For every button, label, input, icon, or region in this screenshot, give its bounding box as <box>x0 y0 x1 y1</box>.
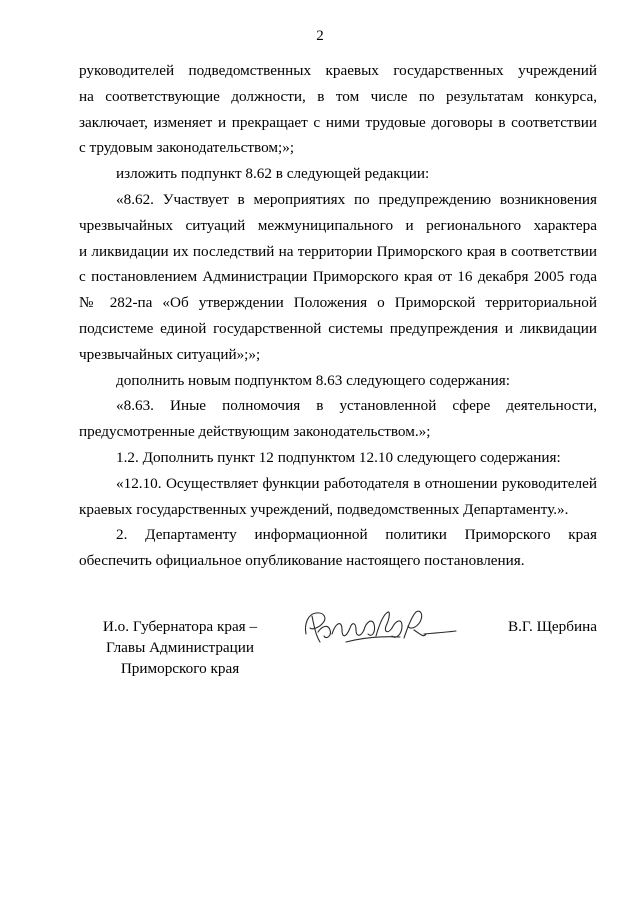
text-line: заключает, изменяет и прекращает с ними трудовые договоры в соответствии <box>79 113 597 131</box>
text-line: «12.10. Осуществляет функции работодателя в отношении руководителей <box>116 474 597 492</box>
paragraph-add-8-63 <box>79 368 597 394</box>
text-line: чрезвычайных ситуаций межмуниципального и регионального характера <box>79 216 597 234</box>
text-line: 2. Департаменту информационной политики Приморского края <box>116 526 597 544</box>
paragraph-1-2 <box>79 445 597 471</box>
signature-block <box>0 616 640 706</box>
text-line: подсистеме единой государственной системы предупреждения и ликвидации <box>79 319 597 337</box>
text-line: чрезвычайных ситуаций»;»; <box>79 345 261 363</box>
text-line: дополнить новым подпунктом 8.63 следующего содержания: <box>116 371 510 389</box>
signatory-title <box>82 616 278 679</box>
paragraph-8-62 <box>79 187 597 368</box>
text-line: с трудовым законодательством;»; <box>79 139 295 157</box>
text-line: 1.2. Дополнить пункт 12 подпунктом 12.10 следующего содержания: <box>116 448 561 466</box>
text-line: краевых государственных учреждений, подведомственных Департаменту.». <box>79 500 569 518</box>
page-number: 2 <box>316 28 324 44</box>
text-line: руководителей подведомственных краевых государственных учреждений <box>79 62 597 79</box>
paragraph-12-10 <box>79 471 597 523</box>
paragraph-continuation <box>79 58 597 161</box>
paragraph-2 <box>79 522 597 574</box>
signatory-title-line: Приморского края <box>120 660 240 677</box>
document-body <box>79 58 597 574</box>
text-line: «8.62. Участвует в мероприятиях по предупреждению возникновения <box>116 190 597 208</box>
text-line: и ликвидации их последствий на территории Приморского края в соответствии <box>79 242 597 260</box>
text-line: обеспечить официальное опубликование настоящего постановления. <box>79 552 525 570</box>
text-line: № 282-па «Об утверждении Положения о Приморской территориальной <box>79 294 597 312</box>
text-line: предусмотренные действующим законодательством.»; <box>79 423 431 441</box>
signatory-name: В.Г. Щербина <box>508 618 597 635</box>
handwritten-signature <box>302 604 458 654</box>
signatory-title-line: И.о. Губернатора края – <box>102 618 258 635</box>
paragraph-amend-8-62 <box>79 161 597 187</box>
text-line: с постановлением Администрации Приморского края от 16 декабря 2005 года <box>79 268 597 286</box>
paragraph-8-63 <box>79 393 597 445</box>
text-line: «8.63. Иные полномочия в установленной сфере деятельности, <box>116 397 597 415</box>
signatory-title-line: Главы Администрации <box>105 639 255 656</box>
text-line: на соответствующие должности, в том числе по результатам конкурса, <box>79 87 597 105</box>
text-line: изложить подпункт 8.62 в следующей редакции: <box>116 165 430 183</box>
